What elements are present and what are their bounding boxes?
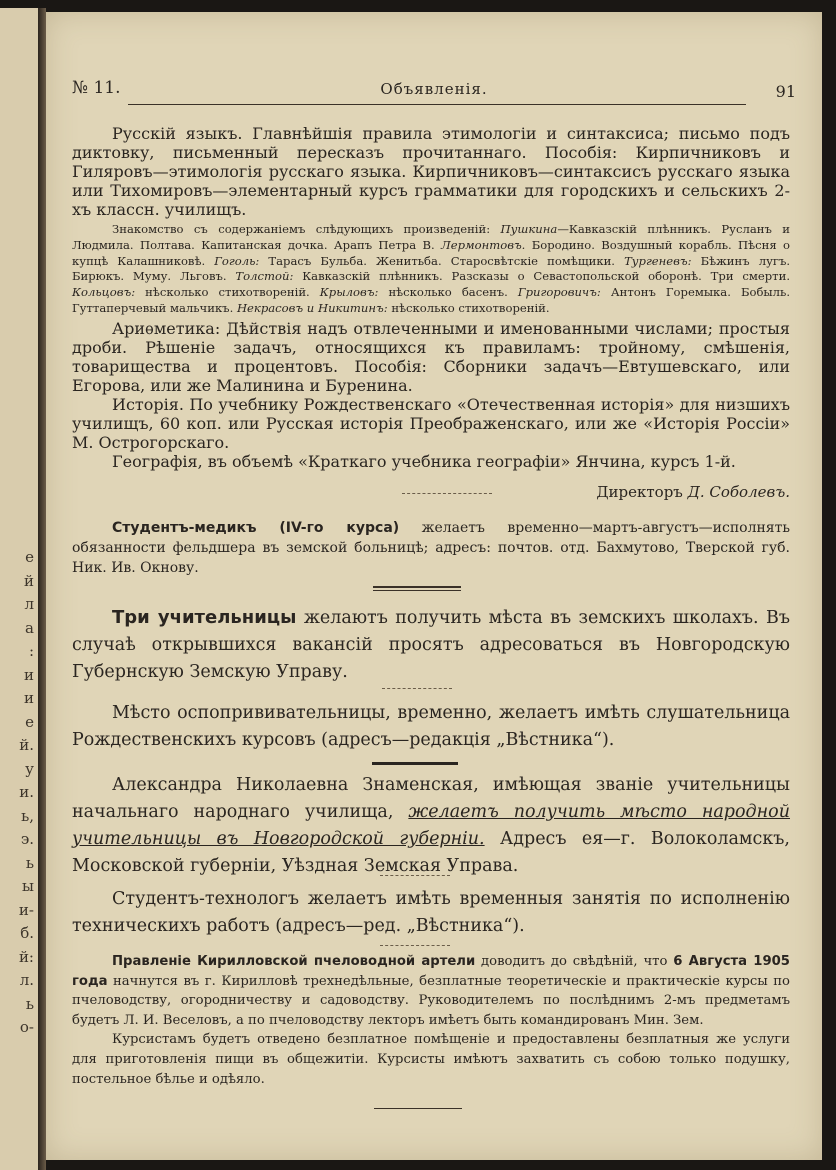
wavy-divider xyxy=(382,688,452,690)
page-number: 91 xyxy=(775,82,796,101)
left-page-fragment: : xyxy=(28,642,34,660)
left-page-fragment: ь, xyxy=(21,806,34,825)
wavy-divider-3 xyxy=(380,945,450,947)
left-page-fragment: и- xyxy=(18,900,34,919)
left-page-fragment: э. xyxy=(20,830,34,848)
left-page-fragment: ь xyxy=(25,853,34,872)
left-page-fragment: ь xyxy=(25,994,34,1013)
section-divider xyxy=(373,586,461,591)
left-page-fragment: е xyxy=(25,712,34,731)
left-page-fragment: б. xyxy=(20,924,34,942)
left-page-fragment: л. xyxy=(19,971,34,989)
left-page-fragment: и xyxy=(24,665,34,684)
geography-paragraph: Географія, въ объемѣ «Краткаго учебника географіи» Янчина, курсъ 1-й. xyxy=(112,451,736,471)
thick-divider xyxy=(372,762,458,765)
left-page-fragment: е xyxy=(25,548,34,566)
program-section xyxy=(72,124,790,501)
left-page-fragment: ы xyxy=(22,877,34,895)
issue-number: № 11. xyxy=(72,78,121,98)
left-page-fragment: й: xyxy=(18,947,34,966)
page-header xyxy=(72,74,796,108)
page xyxy=(46,12,822,1160)
book-gutter xyxy=(38,8,46,1170)
left-page-fragment: л xyxy=(24,595,34,613)
director-signature: Директоръ Д. Соболевъ. xyxy=(72,483,790,501)
history-paragraph: Исторія. По учебнику Рождественскаго «Отечественная исторія» для низшихъ училищъ, 60 коп. или Русская исторія Преображенскаго, или же «Исторія Россіи» М. Острогорскаго. xyxy=(72,394,790,452)
left-page-fragment: у xyxy=(25,759,34,778)
left-page-edge xyxy=(0,8,40,1170)
section-title: Объявленія. xyxy=(380,80,488,98)
literature-paragraph: Знакомство съ содержаніемъ слѣдующихъ произведеній: Пушкина—Кавказскій плѣнникъ. Русланъ и Людмила. Полтава. Капитанская дочка. Арапъ Петра В. Лермонтовъ. Бородино. Воздушный корабль. Пѣсня о купцѣ Калашниковѣ. Гоголь: Тарасъ Бульба. Женитьба. Старосвѣтскіе помѣщики. Тургеневъ: Бѣжинъ лугъ. Бирюкъ. Муму. Льговъ. Толстой: Кавказскій плѣнникъ. Разсказы о Севастопольской оборонѣ. Три смерти. Кольцовъ: нѣсколько стихотвореній. Крыловъ: нѣсколько басенъ. Григоровичъ: Антонъ Горемыка. Бобыль. Гуттаперчевый мальчикъ. Некрасовъ и Никитинъ: нѣсколько стихотвореній. xyxy=(72,222,791,315)
ad-three-teachers: Три учительницы желаютъ получить мѣста въ земскихъ школахъ. Въ случаѣ открывшихся вакансій просятъ адресоваться въ Новгородскую Губернскую Земскую Управу. xyxy=(72,607,790,682)
russian-language-paragraph: Русскій языкъ. Главнѣйшія правила этимологіи и синтаксиса; письмо подъ диктовку, письменный пересказъ прочитаннаго. Пособія: Кирпичниковъ и Гиляровъ—этимологія русскаго языка. Кирпичниковъ—синтаксисъ русскаго языка или Тихомировъ—элементарный курсъ грамматики для городскихъ и сельскихъ 2-хъ классн. училищъ. xyxy=(72,124,790,219)
header-rule xyxy=(128,104,746,105)
left-page-fragment: й xyxy=(24,571,34,590)
ad-znamenskaya: Александра Николаевна Знаменская, имѣющая званіе учительницы начальнаго народнаго училища, желаетъ получить мѣсто народной учительницы въ Новгородской губерніи. Адресъ ея—г. Волоколамскъ, Московской губерніи, Уѣздная Земская Управа. xyxy=(72,775,790,876)
left-page-fragment: й. xyxy=(19,736,34,754)
left-page-fragment: о- xyxy=(19,1018,34,1036)
ad-technologist: Студентъ-технологъ желаетъ имѣть временныя занятія по исполненію техническихъ работъ (адресъ—ред. „Вѣстника“). xyxy=(72,889,790,936)
ad-vaccinator: Мѣсто оспопрививательницы, временно, желаетъ имѣть слушательница Рождественскихъ курсовъ (адресъ—редакція „Вѣстника“). xyxy=(72,703,790,750)
arithmetic-paragraph: Ариѳметика: Дѣйствія надъ отвлеченными и именованными числами; простыя дроби. Рѣшеніе задачъ, относящихся къ правиламъ: тройному, смѣшенія, товарищества и процентовъ. Пособія: Сборники задачъ—Евтушевскаго, или Егорова, или же Малинина и Буренина. xyxy=(72,318,790,395)
ad-student-medic: Студентъ-медикъ (IV-го курса) желаетъ временно—мартъ-августъ—исполнять обязанности фельдшера въ земской больницѣ; адресъ: почтов. отд. Бахмутово, Тверской губ. Ник. Ив. Окнову. xyxy=(72,520,790,576)
left-page-fragment: а xyxy=(25,618,34,637)
wavy-divider-2 xyxy=(380,875,450,877)
left-page-fragment: и xyxy=(24,689,34,707)
bottom-divider xyxy=(374,1108,462,1109)
left-page-fragment: и. xyxy=(19,783,34,801)
ad-beekeeping: Правленіе Кирилловской пчеловодной артели доводитъ до свѣдѣній, что 6 Августа 1905 года начнутся въ г. Кирилловѣ трехнедѣльные, безплатные теоретическіе и практическіе курсы по пчеловодству, огородничеству и садоводству. Руководителемъ по послѣднимъ 2-мъ предметамъ будетъ Л. И. Веселовъ, а по пчеловодству лекторъ имѣетъ быть командированъ Мин. Зем. Курсистамъ будетъ отведено безплатное помѣщеніе и предоставлены безплатныя же услуги для приготовленія пищи въ общежитіи. Курсисты имѣютъ захватить съ собою только подушку, постельное бѣлье и одѣяло. xyxy=(72,954,790,1087)
